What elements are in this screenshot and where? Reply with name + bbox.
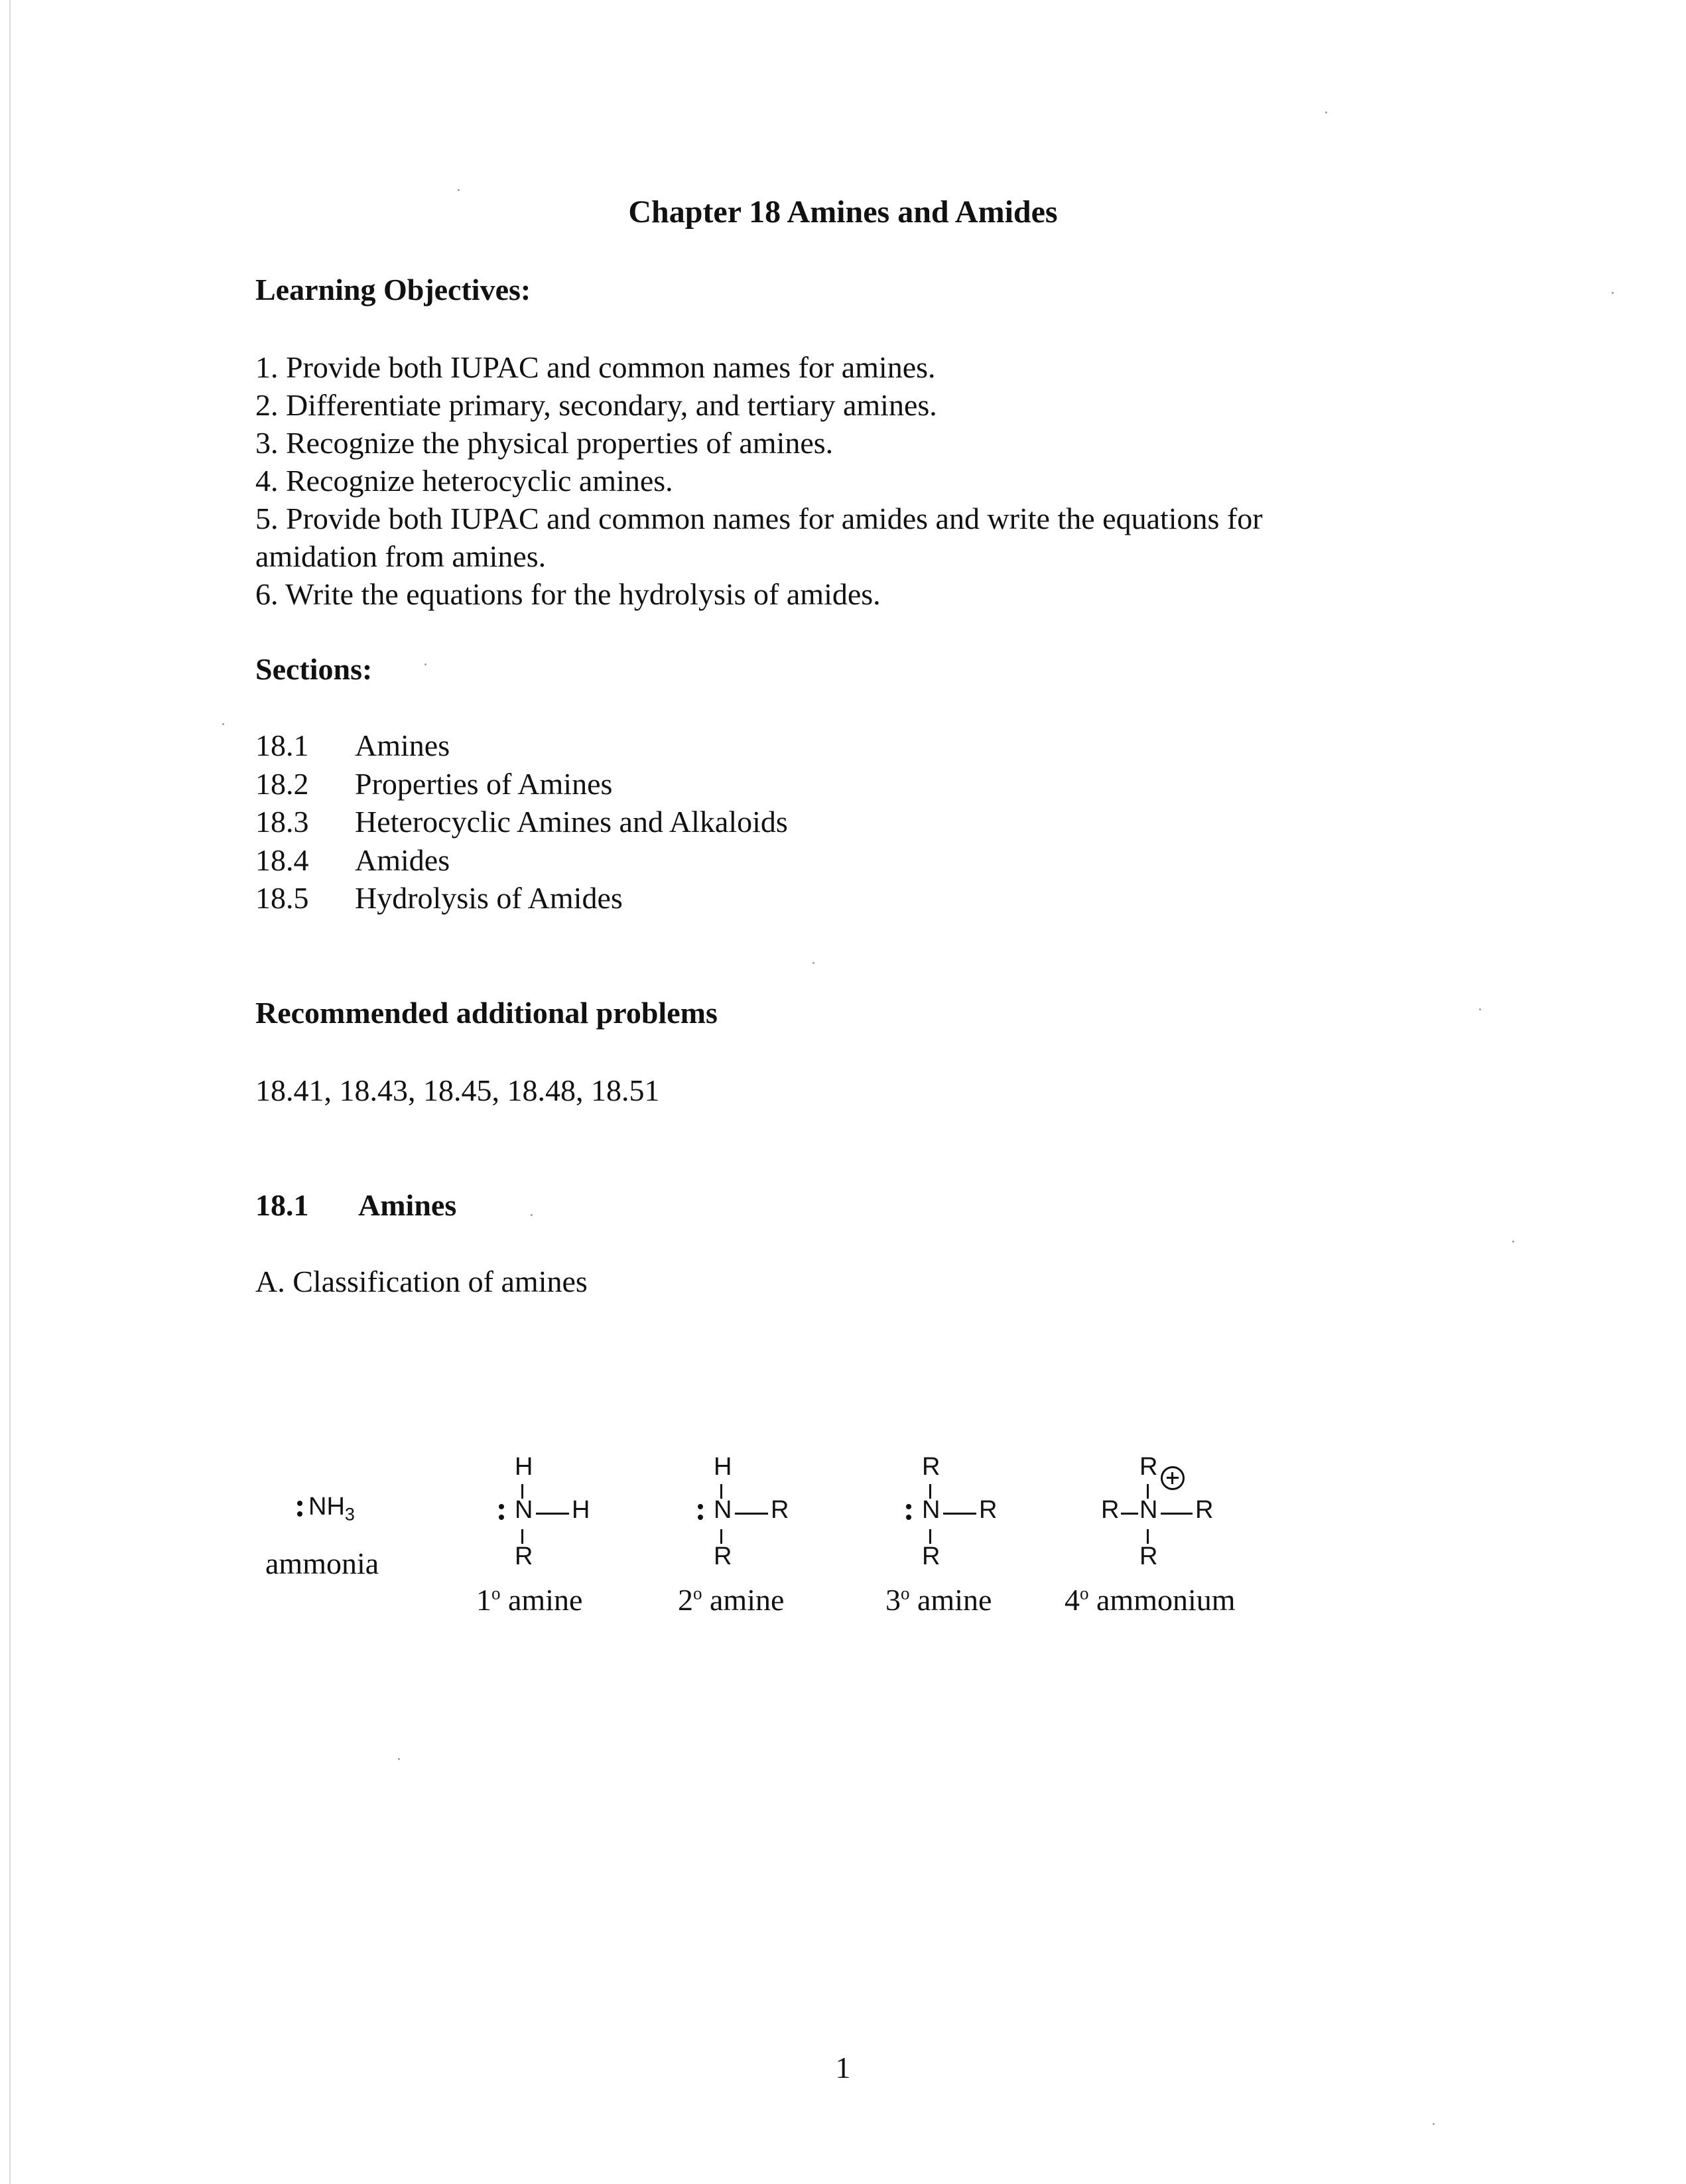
bond-line: [536, 1513, 569, 1515]
recommended-problems: 18.41, 18.43, 18.45, 18.48, 18.51: [255, 1073, 660, 1107]
section-row: [255, 803, 788, 841]
section-number: 18.5: [255, 881, 309, 915]
scan-speck: [398, 1758, 400, 1760]
scan-speck: [1325, 111, 1327, 113]
bottom-atom: R: [515, 1542, 533, 1570]
bond-line: [1161, 1513, 1193, 1515]
section-number: 18.3: [255, 805, 309, 839]
scan-speck: [222, 723, 224, 725]
section-title: Hydrolysis of Amides: [355, 881, 623, 915]
positive-charge-icon: [1161, 1466, 1185, 1490]
top-atom: R: [1139, 1453, 1158, 1481]
page-number: 1: [835, 2051, 851, 2084]
objective-item: 5. Provide both IUPAC and common names for amides and write the equations for: [255, 502, 1263, 535]
right-atom: R: [1195, 1496, 1214, 1524]
section-number: 18.1: [255, 728, 309, 762]
nitrogen-atom: N: [515, 1496, 533, 1524]
scan-speck: [531, 1214, 533, 1216]
scan-edge-line: [9, 0, 11, 2184]
sections-table: [255, 726, 788, 918]
scan-speck: [1479, 1008, 1481, 1010]
primary-amine-caption: 1$^o$ amine: [476, 1583, 583, 1617]
secondary-amine-caption: 2$^o$ amine: [678, 1583, 785, 1617]
objective-item: 1. Provide both IUPAC and common names for amines.: [255, 350, 936, 384]
scan-speck: [1612, 292, 1614, 294]
nitrogen-atom: N: [714, 1496, 732, 1524]
bond-line: [943, 1513, 976, 1515]
section-row: [255, 879, 788, 918]
bond-line: [929, 1529, 931, 1544]
bond-line: [521, 1529, 523, 1544]
section-title: Heterocyclic Amines and Alkaloids: [355, 805, 788, 839]
sections-heading: Sections:: [255, 652, 373, 686]
bond-line: [1121, 1513, 1138, 1515]
section-title: Amines: [355, 728, 450, 762]
section-row: [255, 726, 788, 765]
scan-speck: [424, 663, 426, 665]
quaternary-ammonium-caption: 4$^o$ ammonium: [1065, 1583, 1236, 1617]
chapter-title: Chapter 18 Amines and Amides: [628, 194, 1058, 230]
scan-speck: [812, 962, 814, 964]
section-number: 18.4: [255, 843, 309, 877]
bond-line: [1147, 1529, 1149, 1544]
recommended-heading: Recommended additional problems: [255, 996, 718, 1030]
tertiary-amine-caption: 3$^o$ amine: [885, 1583, 992, 1617]
ammonia-formula: $NH_3$: [308, 1493, 355, 1525]
section-18-1-number: 18.1: [255, 1188, 309, 1222]
right-atom: R: [771, 1496, 789, 1524]
bond-line: [720, 1529, 722, 1544]
bond-line: [735, 1513, 768, 1515]
objective-item: 2. Differentiate primary, secondary, and tertiary amines.: [255, 388, 937, 422]
section-row: [255, 765, 788, 803]
scan-speck: [1512, 1241, 1514, 1243]
nitrogen-atom: N: [922, 1496, 940, 1524]
scan-speck: [458, 189, 460, 191]
scan-speck: [1433, 2123, 1435, 2125]
objectives-list: [255, 348, 1263, 613]
top-atom: H: [515, 1453, 533, 1481]
bottom-atom: R: [922, 1542, 940, 1570]
section-row: [255, 841, 788, 880]
right-atom: R: [979, 1496, 998, 1524]
objective-item: amidation from amines.: [255, 539, 547, 573]
ammonia-caption: ammonia: [265, 1546, 379, 1580]
section-title: Properties of Amines: [355, 766, 613, 801]
bottom-atom: R: [714, 1542, 732, 1570]
bottom-atom: R: [1139, 1542, 1158, 1570]
left-atom: R: [1101, 1496, 1120, 1524]
objective-item: 4. Recognize heterocyclic amines.: [255, 464, 673, 498]
classification-subheading: A. Classification of amines: [255, 1264, 588, 1298]
objective-item: 6. Write the equations for the hydrolysis of amides.: [255, 577, 881, 611]
section-title: Amides: [355, 843, 450, 877]
objective-item: 3. Recognize the physical properties of amines.: [255, 426, 834, 460]
nitrogen-atom: N: [1139, 1496, 1158, 1524]
learning-objectives-heading: Learning Objectives:: [255, 273, 531, 307]
top-atom: R: [922, 1453, 940, 1481]
section-number: 18.2: [255, 766, 309, 801]
right-atom: H: [572, 1496, 590, 1524]
top-atom: H: [714, 1453, 732, 1481]
section-18-1-title: Amines: [358, 1188, 457, 1222]
